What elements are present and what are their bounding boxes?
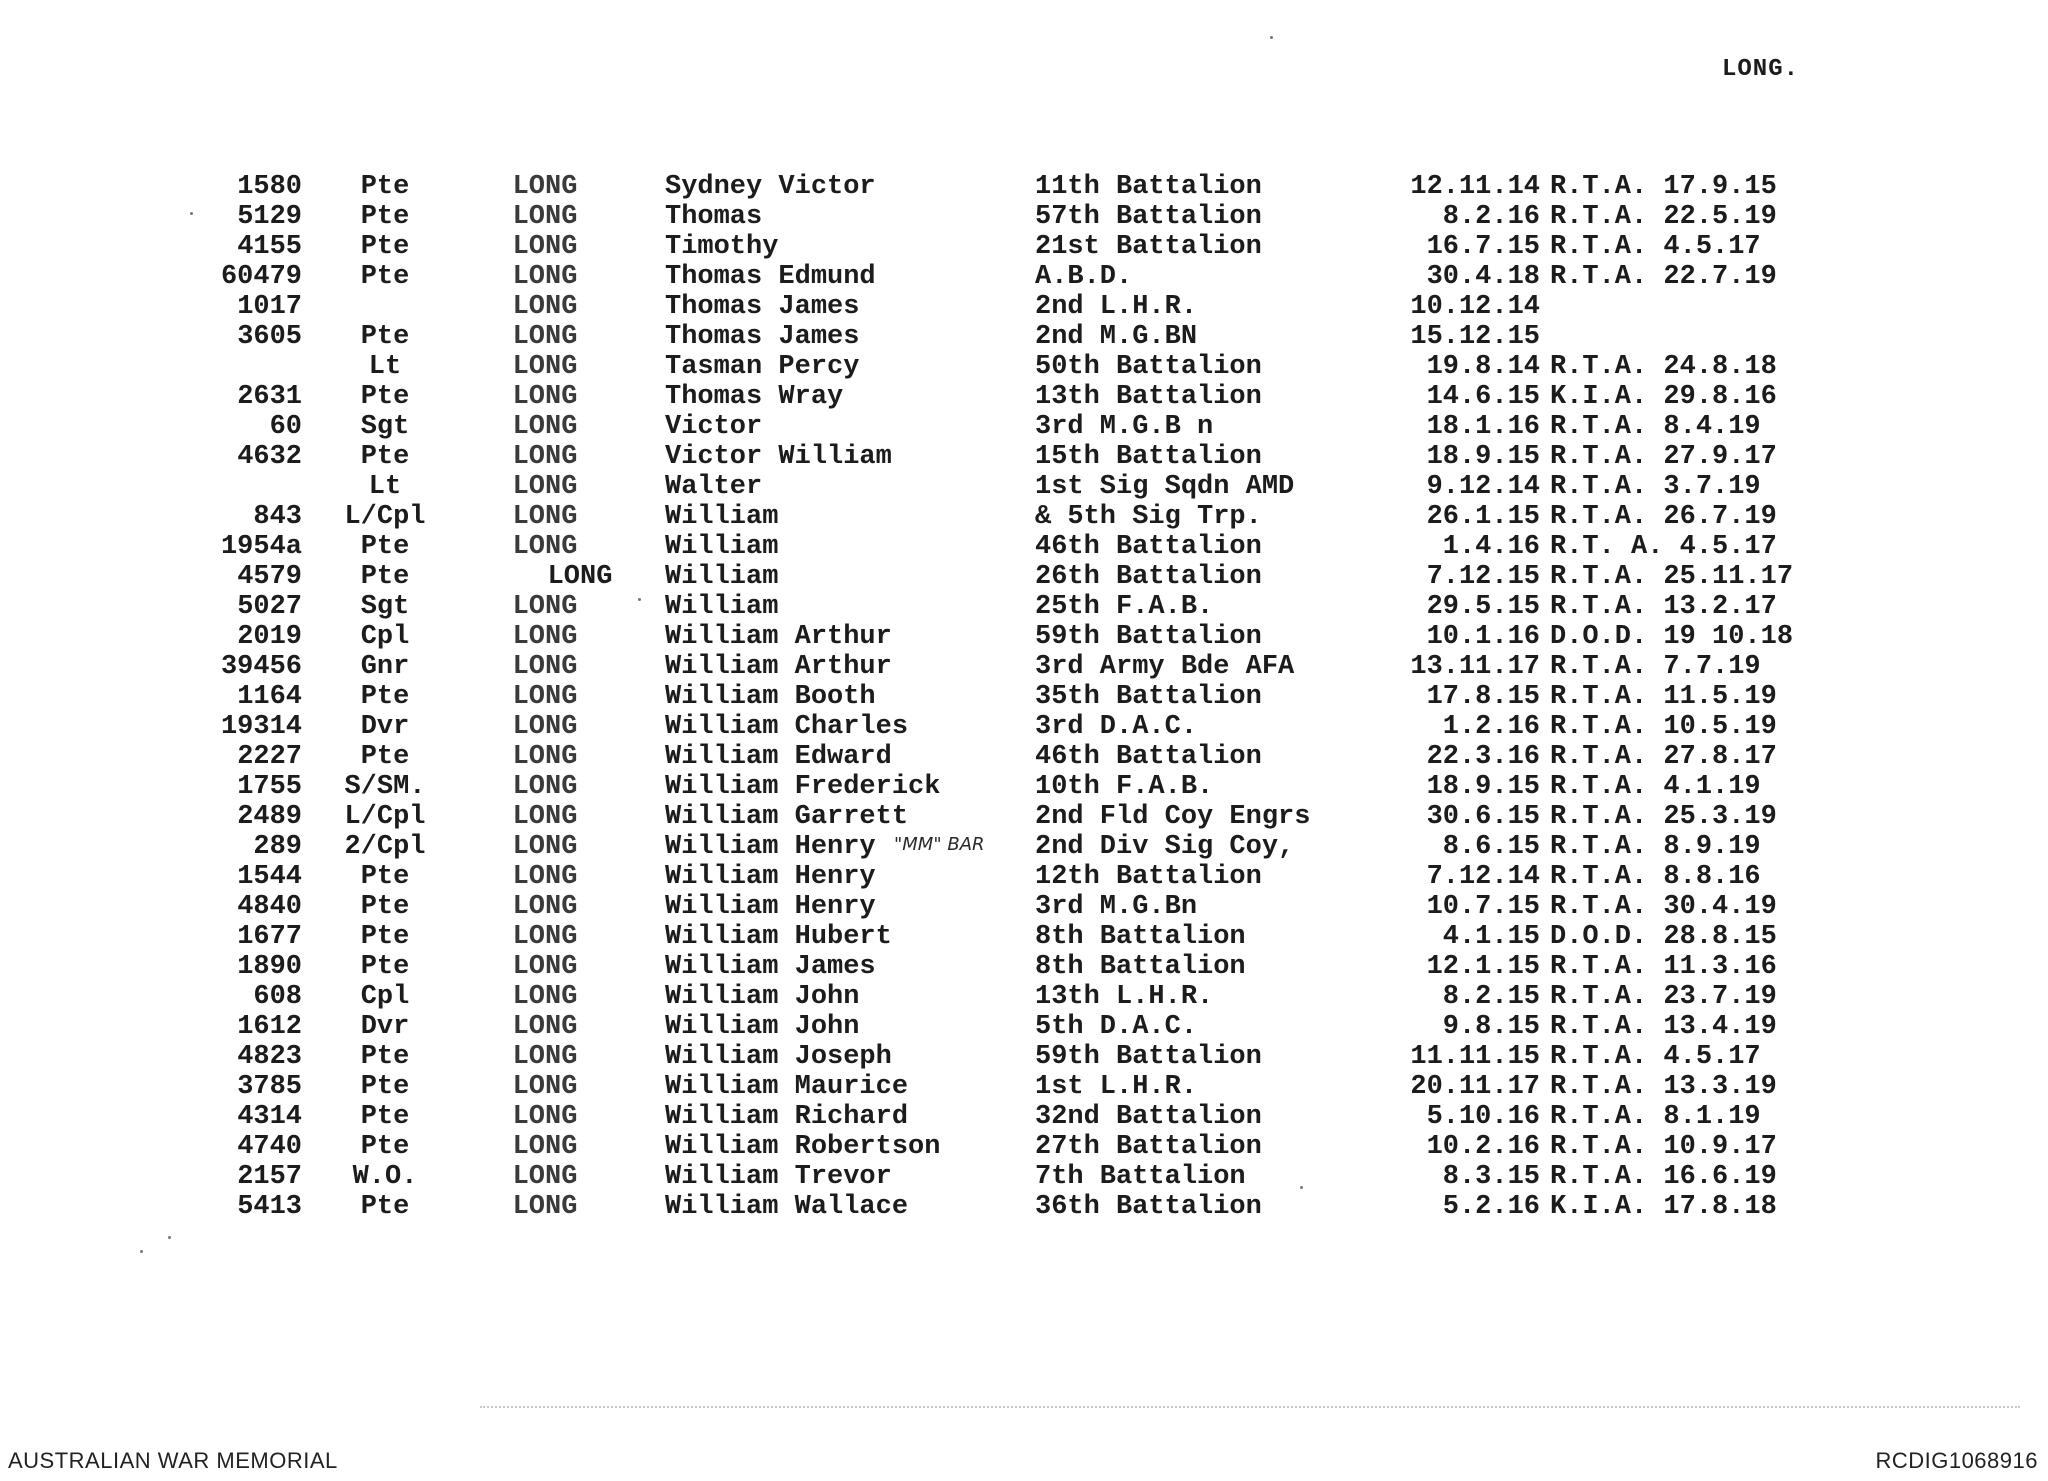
given-names: Walter [665,472,763,502]
service-number: 4632 [237,442,302,472]
handwritten-annotation: "MM" BAR [894,834,985,855]
fate: R.T.A. 7.7.19 [1550,652,1761,682]
rank: Cpl [360,622,410,652]
roll-row [190,1162,1830,1192]
enlistment-date: 22.3.16 [1426,742,1540,772]
unit: 59th Battalion [1035,622,1262,652]
unit: 2nd Fld Coy Engrs [1035,802,1311,832]
roll-row [190,562,1830,592]
unit: 10th F.A.B. [1035,772,1214,802]
given-names: Timothy [665,232,779,262]
unit: A.B.D. [1035,262,1133,292]
rank: Pte [360,382,410,412]
given-names: William Maurice [665,1072,909,1102]
unit: 59th Battalion [1035,1042,1262,1072]
service-number: 60479 [220,262,302,292]
enlistment-date: 30.6.15 [1426,802,1540,832]
rank: Pte [360,892,410,922]
surname: LONG [512,1012,578,1042]
fate: R.T.A. 24.8.18 [1550,352,1777,382]
enlistment-date: 26.1.15 [1426,502,1540,532]
service-number: 4314 [237,1102,302,1132]
service-number: 1677 [237,922,302,952]
rank: Pte [360,442,410,472]
unit: 27th Battalion [1035,1132,1262,1162]
surname: LONG [512,472,578,502]
unit: 3rd Army Bde AFA [1035,652,1295,682]
paper-speck [140,1250,143,1253]
enlistment-date: 17.8.15 [1426,682,1540,712]
fate: R.T.A. 22.5.19 [1550,202,1777,232]
service-number: 1164 [237,682,302,712]
given-names: William Arthur [665,652,892,682]
service-number: 1612 [237,1012,302,1042]
unit: 26th Battalion [1035,562,1262,592]
fate: R.T.A. 26.7.19 [1550,502,1777,532]
roll-row [190,592,1830,622]
given-names: Thomas Edmund [665,262,876,292]
rank: Pte [360,1072,410,1102]
roll-row [190,1102,1830,1132]
roll-row [190,622,1830,652]
rank: Dvr [360,712,410,742]
enlistment-date: 10.1.16 [1426,622,1540,652]
surname: LONG [512,952,578,982]
service-number: 4840 [237,892,302,922]
unit: & 5th Sig Trp. [1035,502,1262,532]
given-names: William Trevor [665,1162,892,1192]
surname: LONG [512,652,578,682]
surname: LONG [512,802,578,832]
surname: LONG [512,1192,578,1222]
roll-row [190,652,1830,682]
rank: Pte [360,1102,410,1132]
enlistment-date: 8.2.16 [1442,202,1540,232]
fate: R.T.A. 25.3.19 [1550,802,1777,832]
service-number: 3785 [237,1072,302,1102]
service-number: 5413 [237,1192,302,1222]
service-number: 5129 [237,202,302,232]
unit: 2nd M.G.BN [1035,322,1198,352]
roll-row [190,232,1830,262]
given-names: Victor William [665,442,892,472]
enlistment-date: 7.12.14 [1426,862,1540,892]
rank: W.O. [352,1162,418,1192]
surname: LONG [512,502,578,532]
rank: Pte [360,1192,410,1222]
roll-row [190,532,1830,562]
nominal-roll-list [190,172,1830,1222]
fate: R.T.A. 13.4.19 [1550,1012,1777,1042]
roll-row [190,982,1830,1012]
service-number: 2157 [237,1162,302,1192]
enlistment-date: 10.2.16 [1426,1132,1540,1162]
unit: 46th Battalion [1035,742,1262,772]
given-names: William Charles [665,712,909,742]
service-number: 1755 [237,772,302,802]
surname: LONG [512,682,578,712]
enlistment-date: 10.12.14 [1410,292,1540,322]
service-number: 2631 [237,382,302,412]
given-names: Thomas James [665,292,860,322]
enlistment-date: 13.11.17 [1410,652,1540,682]
roll-row [190,862,1830,892]
service-number: 2227 [237,742,302,772]
surname: LONG [547,562,613,592]
unit: 13th L.H.R. [1035,982,1214,1012]
rank: Pte [360,922,410,952]
surname: LONG [512,262,578,292]
enlistment-date: 16.7.15 [1426,232,1540,262]
rank: Dvr [360,1012,410,1042]
surname: LONG [512,202,578,232]
rank: Lt [368,472,402,502]
enlistment-date: 11.11.15 [1410,1042,1540,1072]
rank: Pte [360,262,410,292]
surname: LONG [512,922,578,952]
paper-speck [1270,36,1273,39]
service-number: 608 [253,982,302,1012]
fate: R.T. A. 4.5.17 [1550,532,1777,562]
enlistment-date: 18.1.16 [1426,412,1540,442]
rank: Pte [360,202,410,232]
rank: Pte [360,172,410,202]
surname: LONG [512,292,578,322]
rank: Lt [368,352,402,382]
enlistment-date: 14.6.15 [1426,382,1540,412]
service-number: 2019 [237,622,302,652]
surname: LONG [512,232,578,262]
fate: R.T.A. 4.5.17 [1550,232,1761,262]
fate: R.T.A. 11.5.19 [1550,682,1777,712]
fate: R.T.A. 25.11.17 [1550,562,1794,592]
roll-row [190,472,1830,502]
enlistment-date: 20.11.17 [1410,1072,1540,1102]
roll-row [190,892,1830,922]
fate: K.I.A. 17.8.18 [1550,1192,1777,1222]
fate: D.O.D. 19 10.18 [1550,622,1794,652]
unit: 21st Battalion [1035,232,1262,262]
roll-row [190,502,1830,532]
surname: LONG [512,172,578,202]
given-names: William [665,502,779,532]
service-number: 843 [253,502,302,532]
given-names: William Henry [665,832,876,862]
given-names: William Robertson [665,1132,941,1162]
unit: 12th Battalion [1035,862,1262,892]
service-number: 4155 [237,232,302,262]
roll-row [190,742,1830,772]
rank: Sgt [360,592,410,622]
rank: Pte [360,1042,410,1072]
unit: 36th Battalion [1035,1192,1262,1222]
enlistment-date: 8.3.15 [1442,1162,1540,1192]
roll-row [190,1192,1830,1222]
roll-row [190,322,1830,352]
surname: LONG [512,712,578,742]
given-names: William James [665,952,876,982]
roll-row [190,1132,1830,1162]
roll-row [190,772,1830,802]
rank: 2/Cpl [344,832,426,862]
enlistment-date: 18.9.15 [1426,442,1540,472]
roll-row [190,922,1830,952]
unit: 15th Battalion [1035,442,1262,472]
service-number: 1580 [237,172,302,202]
page-heading: LONG. [1722,56,1800,83]
given-names: Thomas [665,202,763,232]
rank: Pte [360,862,410,892]
unit: 1st Sig Sqdn AMD [1035,472,1295,502]
unit: 2nd Div Sig Coy, [1035,832,1295,862]
unit: 57th Battalion [1035,202,1262,232]
roll-row [190,412,1830,442]
surname: LONG [512,622,578,652]
unit: 3rd M.G.Bn [1035,892,1198,922]
rank: Pte [360,1132,410,1162]
service-number: 39456 [220,652,302,682]
enlistment-date: 8.2.15 [1442,982,1540,1012]
given-names: Tasman Percy [665,352,860,382]
enlistment-date: 10.7.15 [1426,892,1540,922]
service-number: 1890 [237,952,302,982]
service-number: 2489 [237,802,302,832]
surname: LONG [512,862,578,892]
given-names: William [665,532,779,562]
given-names: William Arthur [665,622,892,652]
surname: LONG [512,532,578,562]
enlistment-date: 5.2.16 [1442,1192,1540,1222]
enlistment-date: 9.8.15 [1442,1012,1540,1042]
given-names: William Wallace [665,1192,909,1222]
enlistment-date: 9.12.14 [1426,472,1540,502]
fate: R.T.A. 8.9.19 [1550,832,1761,862]
surname: LONG [512,892,578,922]
surname: LONG [512,592,578,622]
enlistment-date: 1.2.16 [1442,712,1540,742]
surname: LONG [512,772,578,802]
unit: 46th Battalion [1035,532,1262,562]
given-names: William Richard [665,1102,909,1132]
given-names: William [665,592,779,622]
rank: Pte [360,322,410,352]
given-names: William Frederick [665,772,941,802]
paper-speck [1300,1186,1303,1189]
fate: K.I.A. 29.8.16 [1550,382,1777,412]
given-names: William Garrett [665,802,909,832]
rank: S/SM. [344,772,426,802]
unit: 3rd M.G.B n [1035,412,1214,442]
rank: Pte [360,532,410,562]
unit: 35th Battalion [1035,682,1262,712]
unit: 11th Battalion [1035,172,1262,202]
fate: R.T.A. 10.9.17 [1550,1132,1777,1162]
enlistment-date: 19.8.14 [1426,352,1540,382]
fate: R.T.A. 16.6.19 [1550,1162,1777,1192]
roll-row [190,292,1830,322]
surname: LONG [512,1102,578,1132]
unit: 2nd L.H.R. [1035,292,1198,322]
service-number: 3605 [237,322,302,352]
roll-row [190,442,1830,472]
enlistment-date: 30.4.18 [1426,262,1540,292]
paper-speck [190,212,193,215]
service-number: 1017 [237,292,302,322]
given-names: William John [665,1012,860,1042]
fate: R.T.A. 8.4.19 [1550,412,1761,442]
roll-row [190,1042,1830,1072]
rank: Pte [360,682,410,712]
surname: LONG [512,1162,578,1192]
unit: 7th Battalion [1035,1162,1246,1192]
enlistment-date: 5.10.16 [1426,1102,1540,1132]
fate: R.T.A. 17.9.15 [1550,172,1777,202]
rank: Pte [360,742,410,772]
fate: R.T.A. 8.8.16 [1550,862,1761,892]
service-number: 1544 [237,862,302,892]
given-names: William [665,562,779,592]
given-names: Thomas James [665,322,860,352]
roll-row [190,712,1830,742]
roll-row [190,802,1830,832]
rank: Cpl [360,982,410,1012]
surname: LONG [512,442,578,472]
fate: R.T.A. 4.5.17 [1550,1042,1761,1072]
surname: LONG [512,742,578,772]
rank: L/Cpl [344,802,426,832]
service-number: 4823 [237,1042,302,1072]
given-names: Sydney Victor [665,172,876,202]
unit: 25th F.A.B. [1035,592,1214,622]
footer-source: AUSTRALIAN WAR MEMORIAL [8,1448,338,1473]
given-names: William Joseph [665,1042,892,1072]
footer-reference: RCDIG1068916 [1875,1448,2038,1473]
rank: Sgt [360,412,410,442]
surname: LONG [512,322,578,352]
page-edge-shadow [480,1406,2020,1408]
surname: LONG [512,1132,578,1162]
roll-row [190,202,1830,232]
rank: Pte [360,562,410,592]
paper-speck [638,598,641,601]
unit: 5th D.A.C. [1035,1012,1198,1042]
enlistment-date: 1.4.16 [1442,532,1540,562]
roll-row [190,1072,1830,1102]
rank: Pte [360,232,410,262]
surname: LONG [512,352,578,382]
fate: R.T.A. 27.8.17 [1550,742,1777,772]
fate: R.T.A. 30.4.19 [1550,892,1777,922]
given-names: Victor [665,412,763,442]
enlistment-date: 12.1.15 [1426,952,1540,982]
fate: R.T.A. 4.1.19 [1550,772,1761,802]
given-names: William Booth [665,682,876,712]
surname: LONG [512,1042,578,1072]
fate: R.T.A. 13.2.17 [1550,592,1777,622]
service-number: 289 [253,832,302,862]
given-names: Thomas Wray [665,382,844,412]
fate: R.T.A. 23.7.19 [1550,982,1777,1012]
surname: LONG [512,382,578,412]
given-names: William Henry [665,862,876,892]
roll-row [190,352,1830,382]
enlistment-date: 15.12.15 [1410,322,1540,352]
unit: 3rd D.A.C. [1035,712,1198,742]
surname: LONG [512,982,578,1012]
unit: 13th Battalion [1035,382,1262,412]
fate: R.T.A. 11.3.16 [1550,952,1777,982]
fate: D.O.D. 28.8.15 [1550,922,1777,952]
service-number: 4740 [237,1132,302,1162]
fate: R.T.A. 10.5.19 [1550,712,1777,742]
roll-row [190,172,1830,202]
unit: 50th Battalion [1035,352,1262,382]
rank: Gnr [360,652,410,682]
fate: R.T.A. 8.1.19 [1550,1102,1761,1132]
unit: 32nd Battalion [1035,1102,1262,1132]
service-number: 19314 [220,712,302,742]
unit: 8th Battalion [1035,952,1246,982]
roll-row [190,1012,1830,1042]
given-names: William Henry [665,892,876,922]
roll-row [190,682,1830,712]
service-number: 60 [269,412,302,442]
surname: LONG [512,832,578,862]
rank: L/Cpl [344,502,426,532]
fate: R.T.A. 27.9.17 [1550,442,1777,472]
fate: R.T.A. 13.3.19 [1550,1072,1777,1102]
unit: 1st L.H.R. [1035,1072,1198,1102]
service-number: 4579 [237,562,302,592]
paper-speck [168,1236,171,1239]
given-names: William John [665,982,860,1012]
surname: LONG [512,412,578,442]
service-number: 1954a [220,532,302,562]
enlistment-date: 4.1.15 [1442,922,1540,952]
enlistment-date: 8.6.15 [1442,832,1540,862]
given-names: William Hubert [665,922,892,952]
roll-row [190,262,1830,292]
enlistment-date: 7.12.15 [1426,562,1540,592]
roll-row [190,952,1830,982]
surname: LONG [512,1072,578,1102]
service-number: 5027 [237,592,302,622]
fate: R.T.A. 3.7.19 [1550,472,1761,502]
enlistment-date: 12.11.14 [1410,172,1540,202]
enlistment-date: 29.5.15 [1426,592,1540,622]
enlistment-date: 18.9.15 [1426,772,1540,802]
roll-row [190,832,1830,862]
roll-row [190,382,1830,412]
unit: 8th Battalion [1035,922,1246,952]
given-names: William Edward [665,742,892,772]
fate: R.T.A. 22.7.19 [1550,262,1777,292]
rank: Pte [360,952,410,982]
